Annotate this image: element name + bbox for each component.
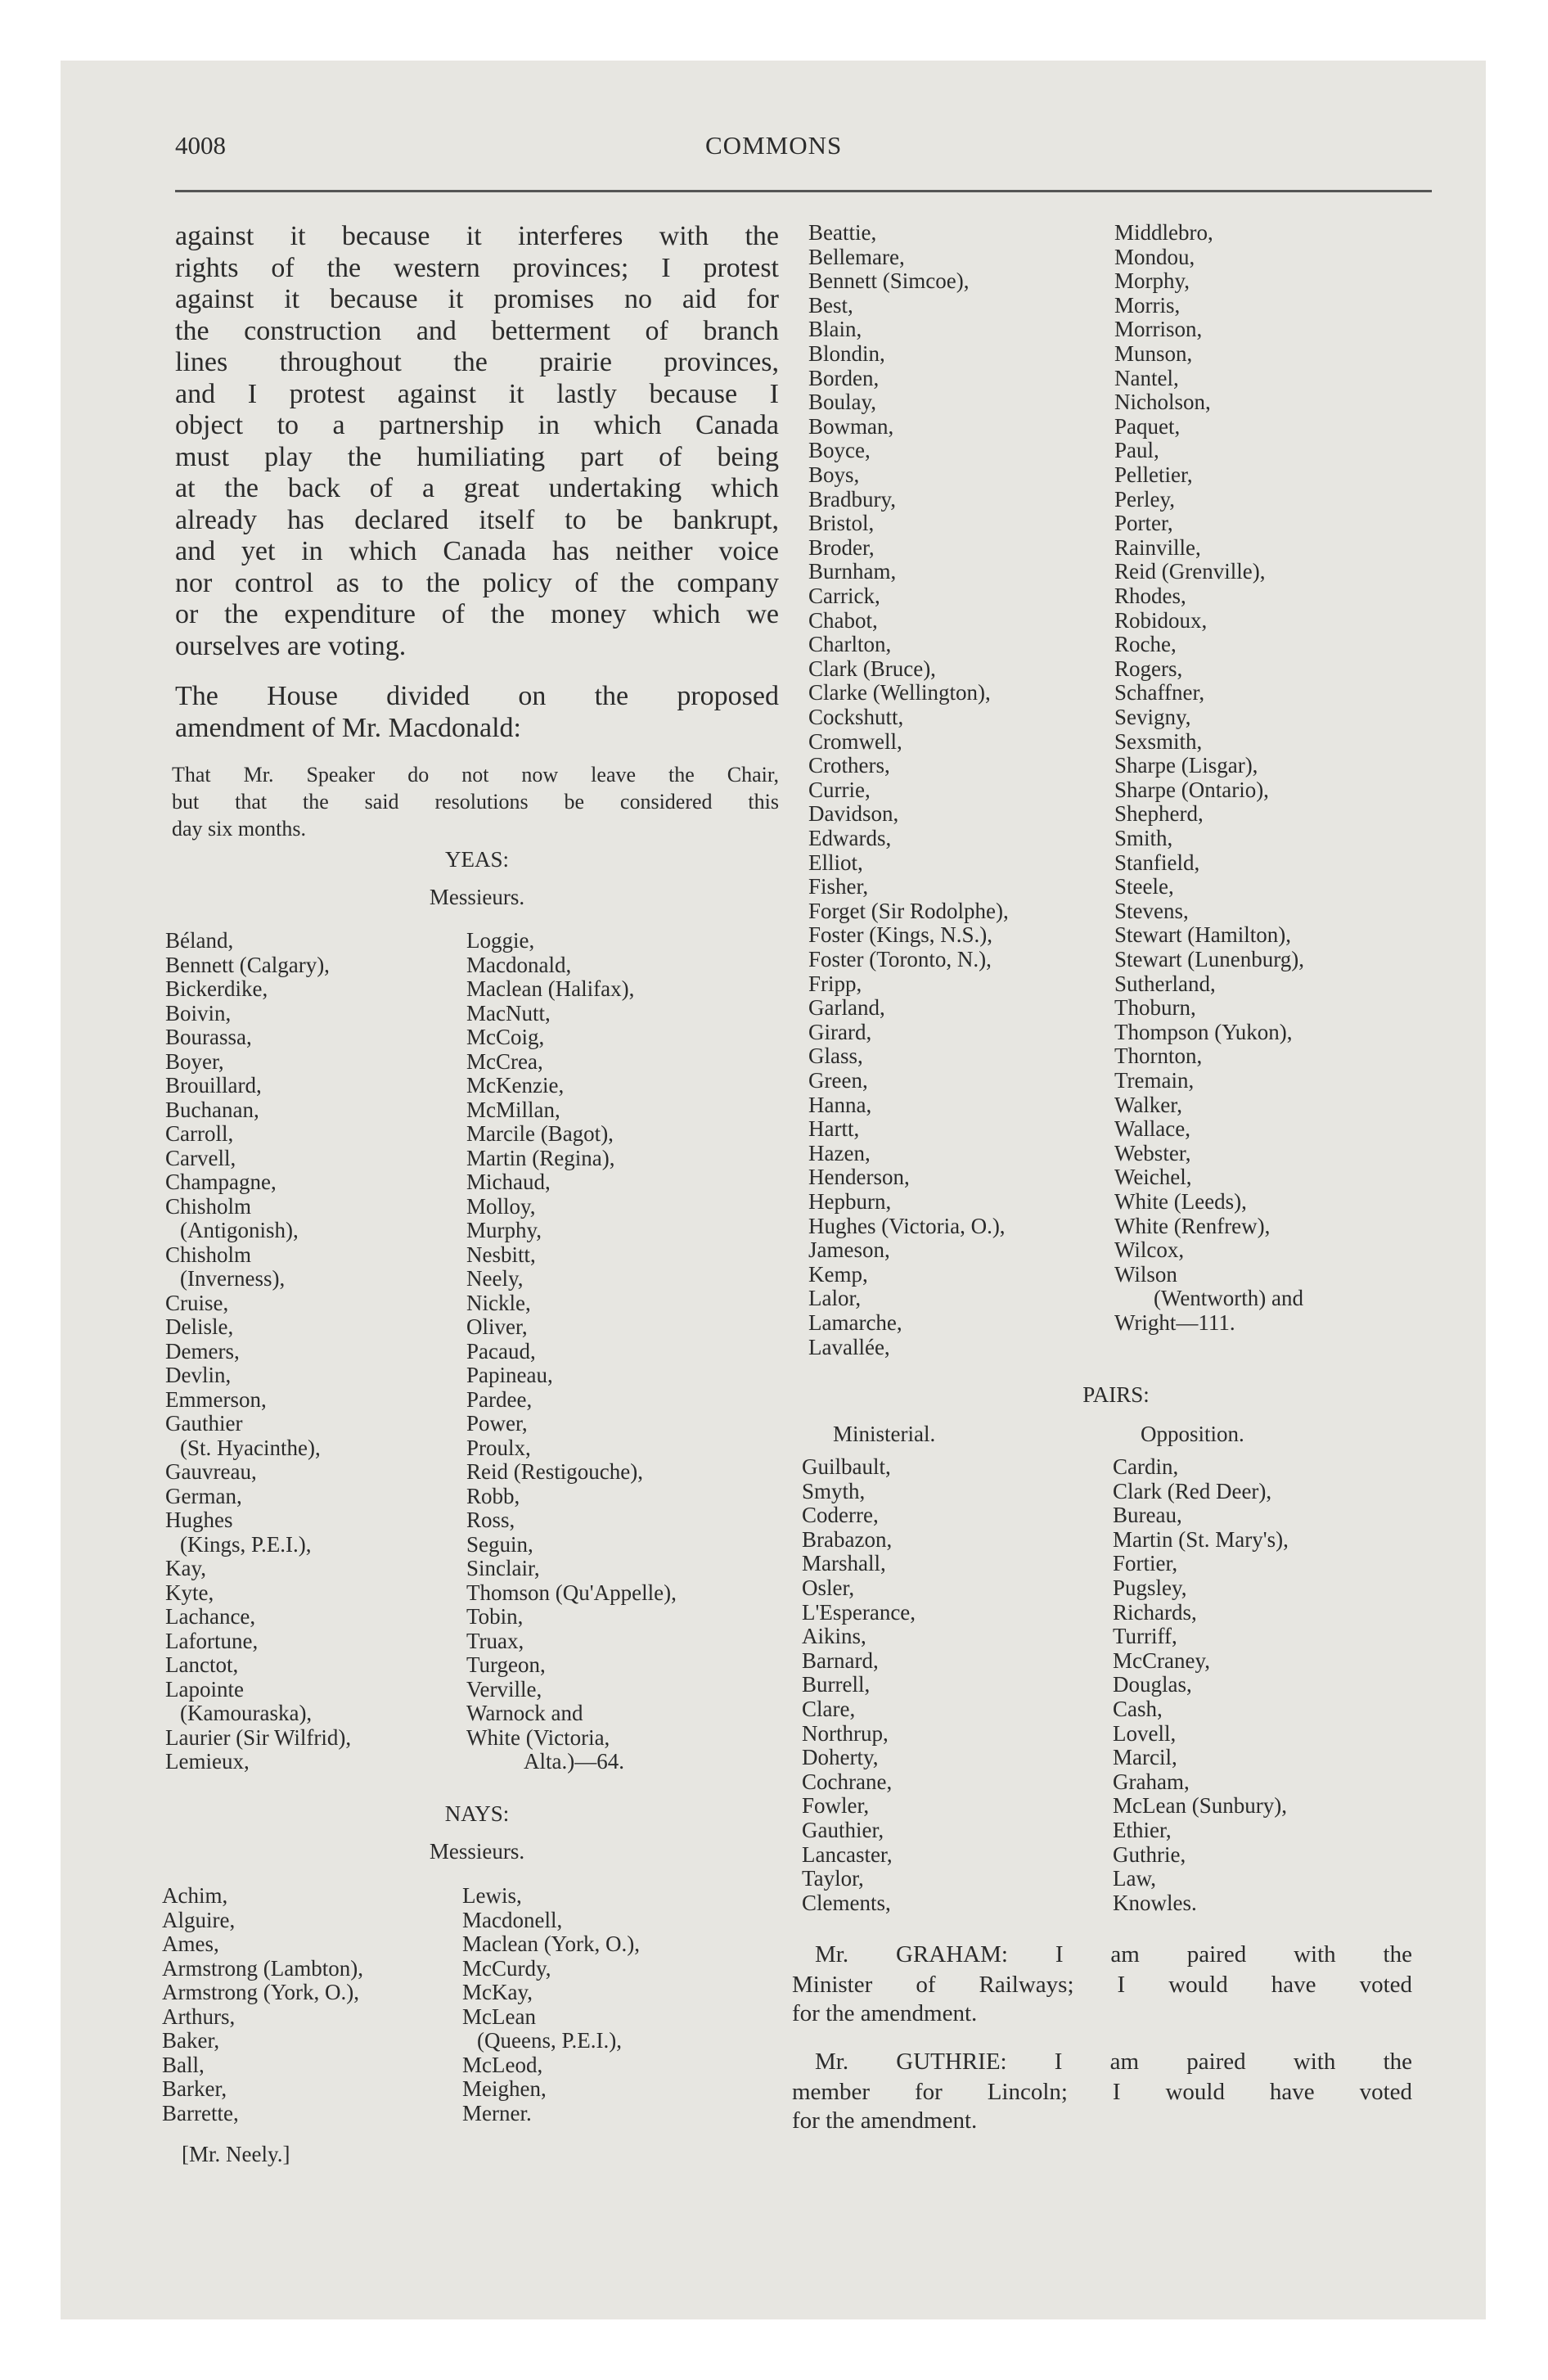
member-name: Papineau, <box>466 1363 553 1387</box>
member-name: Bellemare, <box>808 244 905 269</box>
member-name: McCrea, <box>466 1048 543 1074</box>
member-name: Cockshutt, <box>808 705 904 729</box>
member-name: Bowman, <box>808 413 894 439</box>
member-name: Ames, <box>162 1931 219 1956</box>
member-name: Beattie, <box>808 220 877 245</box>
member-name: White (Victoria, <box>466 1724 610 1750</box>
pair-member-name: Law, <box>1113 1866 1156 1891</box>
statement-line: Minister of Railways; I would have voted <box>792 1972 1412 1998</box>
pair-member-name: Cardin, <box>1113 1454 1179 1479</box>
member-name: Jameson, <box>808 1237 890 1263</box>
member-name: Morris, <box>1114 292 1181 318</box>
member-name: Hanna, <box>808 1092 872 1117</box>
statement-line: for the amendment. <box>792 2107 978 2134</box>
paragraph-line: must play the humiliating part of being <box>175 441 779 472</box>
pair-member-name: Guilbault, <box>802 1454 891 1479</box>
member-name: Molloy, <box>466 1193 536 1219</box>
pair-member-name: Taylor, <box>802 1866 864 1891</box>
member-name: Wilson <box>1114 1261 1177 1287</box>
member-name: Middlebro, <box>1114 220 1213 245</box>
member-name: Steele, <box>1114 874 1174 899</box>
member-name: Lamarche, <box>808 1310 902 1335</box>
member-name: Buchanan, <box>165 1097 259 1122</box>
member-name: Pacaud, <box>466 1338 536 1364</box>
paragraph-line: rights of the western provinces; I protest <box>175 252 779 283</box>
member-name: Borden, <box>808 365 880 390</box>
member-name: Armstrong (York, O.), <box>162 1980 360 2004</box>
member-name: Kay, <box>165 1556 206 1580</box>
member-name: Blain, <box>808 317 862 342</box>
member-name: (Kings, P.E.I.), <box>180 1531 312 1557</box>
member-name: Henderson, <box>808 1165 910 1190</box>
member-name: Smith, <box>1114 826 1173 850</box>
member-name: Champagne, <box>165 1170 277 1194</box>
member-name: McCoig, <box>466 1025 545 1049</box>
pair-member-name: Richards, <box>1113 1599 1197 1625</box>
pair-member-name: Ethier, <box>1113 1818 1172 1842</box>
member-name: Walker, <box>1114 1092 1182 1117</box>
member-name: Michaud, <box>466 1170 551 1194</box>
member-name: Crothers, <box>808 753 890 778</box>
member-name: Clarke (Wellington), <box>808 680 991 705</box>
member-name: Shepherd, <box>1114 801 1204 827</box>
member-name: Morrison, <box>1114 317 1203 342</box>
member-name: Carroll, <box>165 1121 234 1146</box>
member-name: Rogers, <box>1114 656 1183 681</box>
member-name: Porter, <box>1114 511 1173 536</box>
division-line: The House divided on the proposed <box>175 681 779 711</box>
member-name: (Wentworth) and <box>1154 1286 1304 1311</box>
member-name: Murphy, <box>466 1218 542 1242</box>
nays-subheading: Messieurs. <box>429 1839 525 1864</box>
member-name: Reid (Restigouche), <box>466 1459 643 1484</box>
member-name: Brouillard, <box>165 1073 262 1098</box>
pair-member-name: Bureau, <box>1113 1503 1182 1528</box>
member-name: Carvell, <box>165 1145 236 1170</box>
member-name: Bristol, <box>808 511 875 536</box>
member-name: Proulx, <box>466 1435 531 1460</box>
member-name: Blondin, <box>808 341 885 366</box>
pair-member-name: Brabazon, <box>802 1526 893 1552</box>
member-name: Truax, <box>466 1628 524 1653</box>
member-name: McLeod, <box>462 2052 543 2077</box>
member-name: Barker, <box>162 2076 227 2101</box>
member-name: White (Renfrew), <box>1114 1213 1271 1238</box>
member-name: Sutherland, <box>1114 971 1216 996</box>
member-name: Stewart (Hamilton), <box>1114 922 1291 948</box>
member-name: Lewis, <box>462 1883 522 1908</box>
member-name: Perley, <box>1114 486 1175 512</box>
member-name: Turgeon, <box>466 1652 546 1677</box>
pair-member-name: Martin (St. Mary's), <box>1113 1526 1289 1552</box>
pair-member-name: Clements, <box>802 1890 891 1915</box>
member-name: Laurier (Sir Wilfrid), <box>165 1724 352 1750</box>
member-name: Delisle, <box>165 1314 234 1339</box>
member-name: Edwards, <box>808 826 892 850</box>
member-name: Foster (Kings, N.S.), <box>808 922 993 948</box>
member-name: Green, <box>808 1068 868 1093</box>
paragraph-line: and yet in which Canada has neither voice <box>175 536 779 566</box>
member-name: Ross, <box>466 1508 515 1532</box>
member-name: Hazen, <box>808 1140 871 1165</box>
member-name: Demers, <box>165 1338 240 1364</box>
page-number: 4008 <box>175 131 226 160</box>
member-name: Burnham, <box>808 559 897 584</box>
paragraph-line: against it because it promises no aid for <box>175 284 779 314</box>
member-name: Forget (Sir Rodolphe), <box>808 898 1009 923</box>
member-name: Bennett (Calgary), <box>165 952 330 977</box>
member-name: Hughes <box>165 1508 233 1532</box>
member-name: Bennett (Simcoe), <box>808 268 970 294</box>
pair-member-name: McLean (Sunbury), <box>1113 1793 1287 1819</box>
member-name: Ball, <box>162 2052 205 2077</box>
member-name: Wilcox, <box>1114 1237 1185 1263</box>
member-name: Thoburn, <box>1114 995 1196 1021</box>
member-name: Davidson, <box>808 801 899 827</box>
pair-member-name: Clare, <box>802 1697 856 1721</box>
member-name: Armstrong (Lambton), <box>162 1955 363 1981</box>
member-name: German, <box>165 1483 242 1508</box>
member-name: Charlton, <box>808 632 892 657</box>
member-name: Devlin, <box>165 1363 232 1387</box>
paragraph-line: at the back of a great undertaking which <box>175 473 779 503</box>
member-name: McKenzie, <box>466 1073 565 1098</box>
member-name: Seguin, <box>466 1531 533 1557</box>
member-name: (Antigonish), <box>180 1218 299 1242</box>
pair-member-name: Northrup, <box>802 1720 889 1746</box>
page-header-title: COMMONS <box>705 131 843 160</box>
member-name: Martin (Regina), <box>466 1145 615 1170</box>
member-name: Sharpe (Ontario), <box>1114 777 1269 802</box>
division-line: amendment of Mr. Macdonald: <box>175 712 522 743</box>
pair-member-name: Clark (Red Deer), <box>1113 1478 1272 1503</box>
member-name: Bickerdike, <box>165 976 268 1001</box>
member-name: Fripp, <box>808 971 862 996</box>
member-name: Lapointe <box>165 1676 244 1702</box>
statement-line: for the amendment. <box>792 2000 978 2026</box>
header-rule <box>175 190 1432 192</box>
paragraph-line: and I protest against it lastly because I <box>175 378 779 409</box>
member-name: Power, <box>466 1411 528 1436</box>
member-name: Tremain, <box>1114 1068 1195 1093</box>
pair-member-name: Fortier, <box>1113 1551 1178 1576</box>
pair-member-name: Douglas, <box>1113 1672 1192 1697</box>
member-name: (Kamouraska), <box>180 1701 313 1725</box>
paragraph-line: lines throughout the prairie provinces, <box>175 347 779 377</box>
paragraph-line: or the expenditure of the money which we <box>175 599 779 629</box>
member-name: Chisholm <box>165 1242 252 1267</box>
member-name: Sharpe (Lisgar), <box>1114 753 1258 778</box>
pair-member-name: Aikins, <box>802 1624 866 1649</box>
member-name: Sevigny, <box>1114 705 1191 729</box>
member-name: Alguire, <box>162 1907 236 1932</box>
member-name: Lemieux, <box>165 1749 250 1774</box>
member-name: Hartt, <box>808 1116 860 1142</box>
member-name: Nantel, <box>1114 365 1179 390</box>
member-name: Neely, <box>466 1266 524 1291</box>
member-name: Lanctot, <box>165 1652 239 1677</box>
member-name: Currie, <box>808 777 871 802</box>
member-name: Tobin, <box>466 1604 524 1629</box>
paragraph-line: nor control as to the policy of the company <box>175 567 779 598</box>
pair-member-name: Fowler, <box>802 1793 870 1819</box>
pairs-opposition-label: Opposition. <box>1141 1422 1244 1446</box>
member-name: Best, <box>808 292 853 318</box>
member-name: Schaffner, <box>1114 680 1205 705</box>
member-name: Nicholson, <box>1114 390 1211 415</box>
member-name: MacNutt, <box>466 1000 551 1025</box>
member-name: Meighen, <box>462 2076 547 2101</box>
pair-member-name: Pugsley, <box>1113 1575 1187 1600</box>
member-name: Chabot, <box>808 607 878 633</box>
member-name: Robidoux, <box>1114 607 1208 633</box>
pair-member-name: Osler, <box>802 1575 855 1600</box>
yeas-heading: YEAS: <box>444 847 509 872</box>
member-name: Elliot, <box>808 850 863 875</box>
pair-member-name: McCraney, <box>1113 1648 1210 1673</box>
member-name: Gauthier <box>165 1411 243 1436</box>
member-name: Wallace, <box>1114 1116 1191 1142</box>
member-name: Pelletier, <box>1114 462 1193 487</box>
paragraph-line: already has declared itself to be bankrupt, <box>175 504 779 535</box>
member-name: Sexsmith, <box>1114 728 1203 754</box>
pair-member-name: L'Esperance, <box>802 1599 916 1625</box>
member-name: Boivin, <box>165 1000 232 1025</box>
member-name: McKay, <box>462 1980 533 2004</box>
member-name: Fisher, <box>808 874 869 899</box>
member-name: Béland, <box>165 928 234 953</box>
member-name: Kyte, <box>165 1580 214 1605</box>
pair-member-name: Graham, <box>1113 1769 1190 1794</box>
resolution-line: That Mr. Speaker do not now leave the Chair, <box>172 763 779 787</box>
member-name: Girard, <box>808 1019 872 1044</box>
member-name: Thompson (Yukon), <box>1114 1019 1293 1044</box>
member-name: Verville, <box>466 1676 542 1702</box>
paragraph-line: ourselves are voting. <box>175 630 407 661</box>
member-name: Bourassa, <box>165 1025 252 1049</box>
member-name: Nesbitt, <box>466 1242 536 1267</box>
member-name: Macdonell, <box>462 1907 563 1932</box>
member-name: Baker, <box>162 2028 220 2053</box>
statement-line: member for Lincoln; I would have voted <box>792 2079 1412 2105</box>
member-name: Hepburn, <box>808 1189 892 1214</box>
member-name: Achim, <box>162 1883 228 1908</box>
statement-line: Mr. GRAHAM: I am paired with the <box>815 1941 1412 1968</box>
member-name: Boyce, <box>808 438 871 463</box>
member-name: Morphy, <box>1114 268 1190 294</box>
resolution-line: day six months. <box>172 817 306 841</box>
member-name: Stanfield, <box>1114 850 1200 875</box>
member-name: Foster (Toronto, N.), <box>808 947 992 971</box>
member-name: McMillan, <box>466 1097 560 1122</box>
paragraph-line: the construction and betterment of branch <box>175 315 779 346</box>
member-name: Alta.)—64. <box>524 1749 624 1774</box>
member-name: Garland, <box>808 995 885 1021</box>
member-name: McLean <box>462 2004 536 2029</box>
member-name: (St. Hyacinthe), <box>180 1435 321 1460</box>
member-name: McCurdy, <box>462 1955 551 1981</box>
member-name: Thornton, <box>1114 1044 1203 1069</box>
member-name: Thomson (Qu'Appelle), <box>466 1580 677 1605</box>
pairs-ministerial-label: Ministerial. <box>833 1422 936 1446</box>
member-name: Arthurs, <box>162 2004 236 2029</box>
member-name: Oliver, <box>466 1314 528 1339</box>
pair-member-name: Knowles. <box>1113 1890 1197 1915</box>
pair-member-name: Marshall, <box>802 1551 886 1576</box>
member-name: Kemp, <box>808 1261 868 1287</box>
pair-member-name: Gauthier, <box>802 1818 884 1842</box>
member-name: (Inverness), <box>180 1266 286 1291</box>
member-name: Mondou, <box>1114 244 1195 269</box>
member-name: Gauvreau, <box>165 1459 257 1484</box>
pair-member-name: Guthrie, <box>1113 1841 1186 1867</box>
member-name: Carrick, <box>808 584 880 608</box>
member-name: White (Leeds), <box>1114 1189 1247 1214</box>
member-name: Nickle, <box>466 1290 531 1315</box>
member-name: (Queens, P.E.I.), <box>477 2028 622 2053</box>
pair-member-name: Lancaster, <box>802 1841 893 1867</box>
member-name: Lachance, <box>165 1604 256 1629</box>
pair-member-name: Cash, <box>1113 1697 1163 1721</box>
member-name: Cromwell, <box>808 728 902 754</box>
member-name: Stevens, <box>1114 898 1189 923</box>
member-name: Webster, <box>1114 1140 1191 1165</box>
member-name: Boulay, <box>808 390 876 415</box>
member-name: Paquet, <box>1114 413 1181 439</box>
pair-member-name: Marcil, <box>1113 1745 1177 1770</box>
footer-note: [Mr. Neely.] <box>182 2142 290 2166</box>
pair-member-name: Cochrane, <box>802 1769 893 1794</box>
member-name: Boyer, <box>165 1048 224 1074</box>
member-name: Lafortune, <box>165 1628 259 1653</box>
member-name: Merner. <box>462 2100 532 2125</box>
yeas-subheading: Messieurs. <box>429 885 525 909</box>
pair-member-name: Barnard, <box>802 1648 879 1673</box>
member-name: Pardee, <box>466 1386 533 1412</box>
pair-member-name: Doherty, <box>802 1745 879 1770</box>
member-name: Broder, <box>808 534 875 560</box>
member-name: Marcile (Bagot), <box>466 1121 614 1146</box>
member-name: Rhodes, <box>1114 584 1186 608</box>
member-name: Cruise, <box>165 1290 229 1315</box>
member-name: Maclean (York, O.), <box>462 1931 640 1956</box>
member-name: Hughes (Victoria, O.), <box>808 1213 1006 1238</box>
member-name: Bradbury, <box>808 486 896 512</box>
pair-member-name: Burrell, <box>802 1672 871 1697</box>
member-name: Roche, <box>1114 632 1177 657</box>
member-name: Rainville, <box>1114 534 1201 560</box>
member-name: Boys, <box>808 462 860 487</box>
member-name: Weichel, <box>1114 1165 1192 1190</box>
member-name: Barrette, <box>162 2100 239 2125</box>
member-name: Warnock and <box>466 1701 583 1725</box>
nays-heading: NAYS: <box>444 1801 510 1826</box>
member-name: Maclean (Halifax), <box>466 976 635 1001</box>
pair-member-name: Turriff, <box>1113 1624 1177 1649</box>
pair-member-name: Lovell, <box>1113 1720 1177 1746</box>
statement-line: Mr. GUTHRIE: I am paired with the <box>815 2049 1412 2075</box>
pairs-heading: PAIRS: <box>1082 1382 1150 1407</box>
member-name: Wright—111. <box>1114 1310 1235 1335</box>
pair-member-name: Smyth, <box>802 1478 866 1503</box>
member-name: Paul, <box>1114 438 1159 463</box>
member-name: Glass, <box>808 1044 863 1069</box>
member-name: Sinclair, <box>466 1556 540 1580</box>
member-name: Lavallée, <box>808 1334 890 1359</box>
member-name: Emmerson, <box>165 1386 267 1412</box>
member-name: Stewart (Lunenburg), <box>1114 947 1304 971</box>
member-name: Lalor, <box>808 1286 862 1311</box>
paragraph-line: against it because it interferes with the <box>175 221 779 251</box>
member-name: Loggie, <box>466 928 535 953</box>
pair-member-name: Coderre, <box>802 1503 879 1528</box>
member-name: Robb, <box>466 1483 520 1508</box>
member-name: Macdonald, <box>466 952 572 977</box>
member-name: Clark (Bruce), <box>808 656 936 681</box>
resolution-line: but that the said resolutions be considered this <box>172 790 779 814</box>
paragraph-line: object to a partnership in which Canada <box>175 410 779 440</box>
member-name: Munson, <box>1114 341 1193 366</box>
member-name: Reid (Grenville), <box>1114 559 1266 584</box>
member-name: Chisholm <box>165 1193 252 1219</box>
